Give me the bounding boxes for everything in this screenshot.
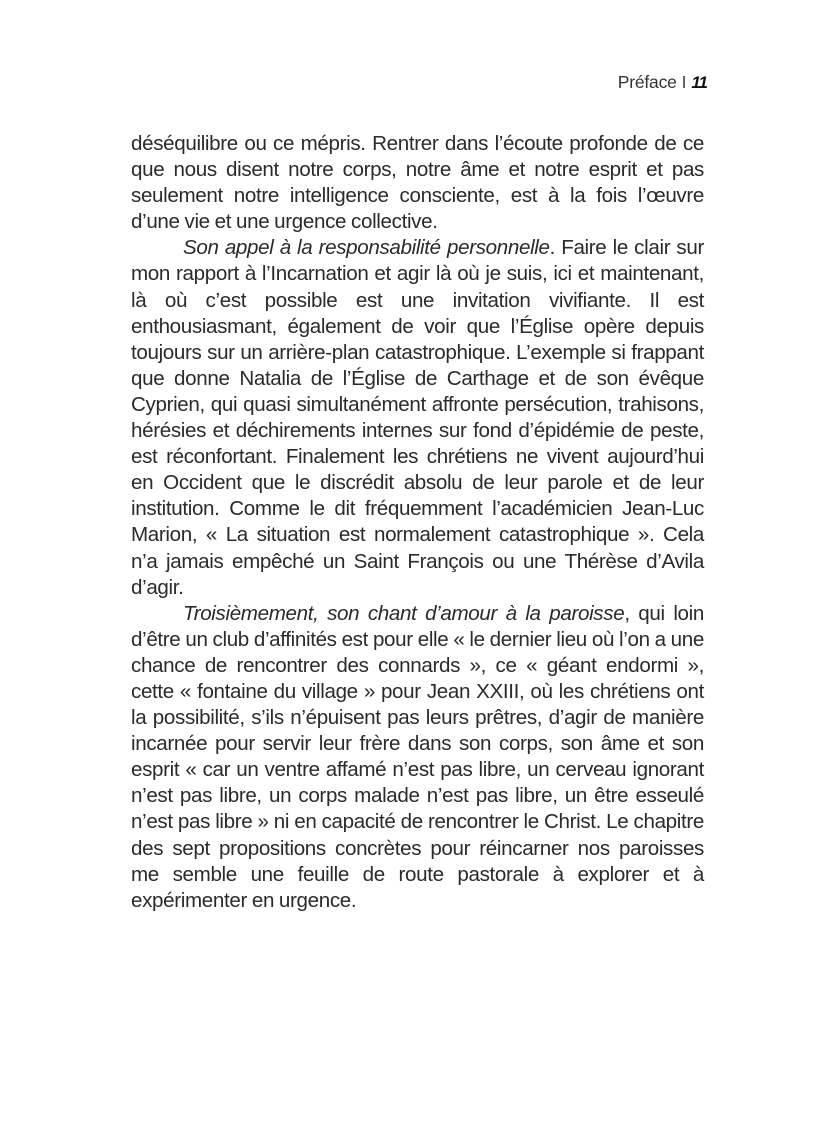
- running-header: [618, 72, 707, 93]
- paragraph-text: . Faire le clair sur mon rapport à l’Incarnation et agir là où je suis, ici et maintenant, là où c’est possible est une invitation vivifiante. Il est enthousiasmant, également de voir que l’Église opère depuis toujours sur un arrière-plan catastrophique. L’exemple si frappant que donne Natalia de l’Église de Carthage et de son évêque Cyprien, qui quasi simultanément affronte persécution, trahisons, hérésies et déchirements internes sur fond d’épidémie de peste, est réconfortant. Finalement les chrétiens ne vivent aujourd’hui en Occident que le discrédit absolu de leur parole et de leur institution. Comme le dit fréquemment l’académicien Jean-Luc Marion, « La situation est normalement catastrophique ». Cela n’a jamais empêché un Saint François ou une Thérèse d’Avila d’agir.: [131, 236, 704, 599]
- body-text: [131, 131, 704, 914]
- paragraph-1: [131, 131, 704, 235]
- header-separator: I: [681, 72, 687, 92]
- paragraph-lead-italic: Troisièmement, son chant d’amour à la paroisse: [183, 601, 625, 625]
- paragraph-lead-italic: Son appel à la responsabilité personnelle: [183, 236, 550, 260]
- paragraph-3: [131, 601, 704, 914]
- paragraph-2: [131, 235, 704, 600]
- section-title: Préface: [617, 72, 677, 92]
- paragraph-text: déséquilibre ou ce mépris. Rentrer dans l’écoute profonde de ce que nous disent notre corps, notre âme et notre esprit et pas seulement notre intelligence consciente, est à la fois l’œuvre d’une vie et une urgence collective.: [131, 132, 704, 234]
- page-number: 11: [691, 73, 707, 92]
- paragraph-text: , qui loin d’être un club d’affinités est pour elle « le dernier lieu où l’on a une chance de rencontrer des connards », ce « géant endormi », cette « fontaine du village » pour Jean XXIII, où les chrétiens ont la possibilité, s’ils n’épuisent pas leurs prêtres, d’agir de manière incarnée pour servir leur frère dans son corps, son âme et son esprit « car un ventre affamé n’est pas libre, un cerveau ignorant n’est pas libre, un corps malade n’est pas libre, un être esseulé n’est pas libre » ni en capacité de rencontrer le Christ. Le chapitre des sept propositions concrètes pour réincarner nos paroisses me semble une feuille de route pastorale à explorer et à expérimenter en urgence.: [131, 601, 704, 912]
